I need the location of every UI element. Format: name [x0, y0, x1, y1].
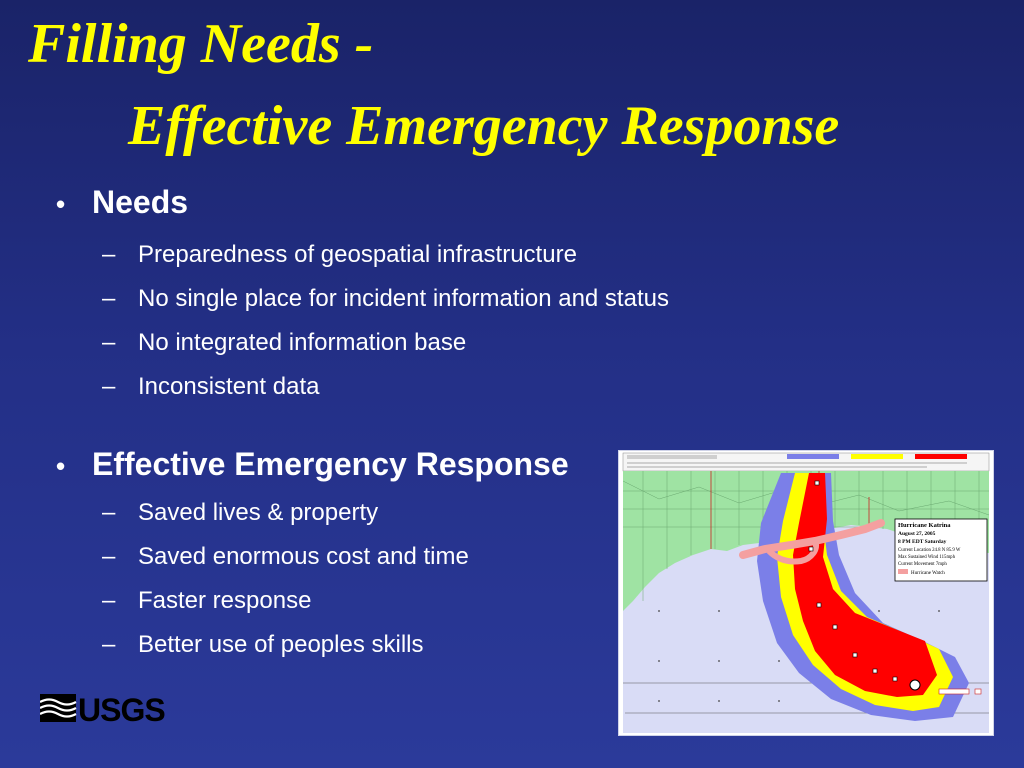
bullet-needs-heading: Needs [92, 184, 189, 220]
list-item: – Saved enormous cost and time [102, 543, 469, 570]
bullet-dot: • [56, 189, 66, 219]
list-item: – No single place for incident information and status [102, 285, 669, 312]
list-item-text: Saved enormous cost and time [138, 543, 469, 570]
list-item-text: Saved lives & property [138, 499, 379, 526]
legend-time: 8 PM EDT Saturday [898, 539, 947, 545]
list-item: – Better use of peoples skills [102, 631, 424, 658]
slide-title-line2: Effective Emergency Response [128, 95, 840, 157]
usgs-wave-icon [40, 694, 76, 722]
response-list [102, 498, 469, 674]
hurricane-map-graphic [619, 451, 993, 735]
bullet-effective-response [56, 448, 569, 480]
needs-list [102, 240, 669, 416]
list-item: – Saved lives & property [102, 499, 379, 526]
usgs-logo-text: USGS [78, 692, 165, 728]
legend-location: Current Location 24.8 N 85.9 W [898, 548, 961, 553]
map-header [623, 453, 989, 471]
slide-title-line1: Filling Needs - [28, 13, 374, 75]
legend-title: Hurricane Katrina [898, 522, 951, 529]
map-markers [939, 689, 981, 694]
list-item-text: Preparedness of geospatial infrastructure [138, 241, 577, 268]
list-item: – No integrated information base [102, 329, 467, 356]
list-item-text: No single place for incident information and status [138, 285, 669, 312]
hurricane-watch-swatch [898, 569, 908, 574]
bullet-needs [56, 186, 188, 218]
list-item-text: Better use of peoples skills [138, 631, 424, 658]
list-item-text: No integrated information base [138, 329, 467, 356]
legend-watch: Hurricane Watch [911, 571, 945, 576]
legend-date: August 27, 2005 [898, 531, 936, 537]
hurricane-map [618, 450, 994, 736]
list-item-text: Faster response [138, 587, 312, 614]
list-item: – Preparedness of geospatial infrastructure [102, 241, 577, 268]
map-legend [895, 519, 987, 581]
list-item-text: Inconsistent data [138, 373, 320, 400]
bullet-dot: • [56, 451, 66, 481]
legend-wind: Max Sustained Wind 115mph [898, 555, 955, 560]
legend-movement: Current Movement 7mph [898, 562, 947, 567]
bullet-response-heading: Effective Emergency Response [92, 446, 569, 482]
usgs-logo [40, 688, 168, 728]
list-item: – Faster response [102, 587, 312, 614]
list-item: – Inconsistent data [102, 373, 320, 400]
hurricane-center-icon [910, 680, 920, 690]
